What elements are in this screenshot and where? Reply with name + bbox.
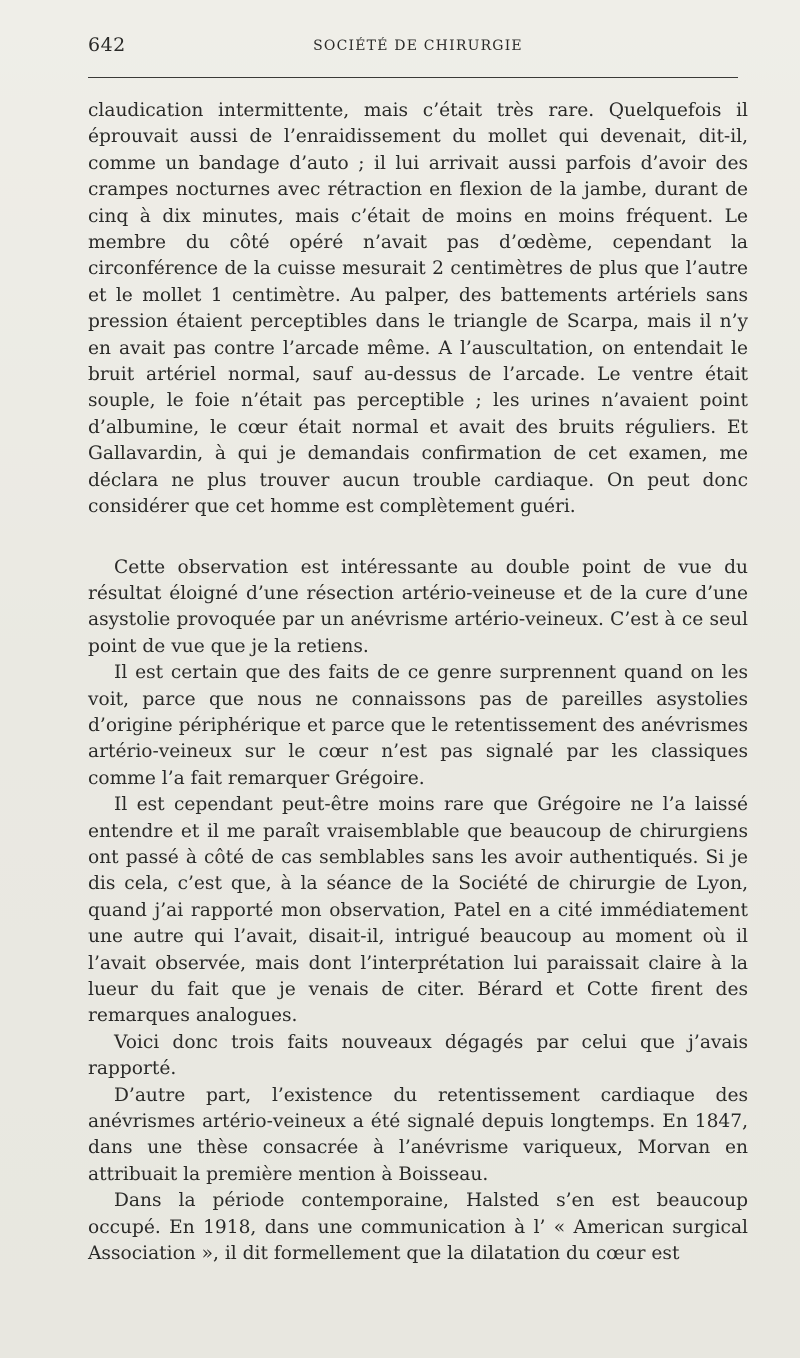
paragraph: Dans la période contemporaine, Halsted s’en est beaucoup occupé. En 1918, dans une communication à l’ « American surgical Association », il dit formellement que la dilatation du cœur est — [88, 1190, 748, 1265]
paragraph: Voici donc trois faits nouveaux dégagés par celui que j’avais rapporté. — [88, 1031, 748, 1080]
running-header — [88, 34, 748, 62]
paragraph: Il est cependant peut-être moins rare que Grégoire ne l’a laissé entendre et il me paraît vraisemblable que beaucoup de chirurgiens ont passé à côté de cas semblables sans les avoir authentiqués. Si je dis cela, c’est que, à la séance de la Société de chirurgie de Lyon, quand j’ai rapporté mon observation, Patel en a cité immédiatement une autre qui l’avait, disait-il, intrigué beaucoup au moment où il l’avait observée, mais dont l’interprétation lui paraissait claire à la lueur du fait que je venais de citer. Bérard et Cotte firent des remarques analogues. — [88, 794, 748, 1027]
paragraph: Cette observation est intéressante au double point de vue du résultat éloigné d’une résection artério-veineuse et de la cure d’une asystolie provoquée par un anévrisme artério-veineux. C’est à ce seul point de vue que je la retiens. — [88, 556, 748, 657]
header-rule — [88, 77, 738, 78]
paragraph-spacer — [88, 521, 748, 555]
paragraph: Il est certain que des faits de ce genre surprennent quand on les voit, parce que nous ne connaissons pas de pareilles asystolies d’origine périphérique et parce que le retentissement des anévrismes artério-veineux sur le cœur n’est pas signalé par les classiques comme l’a fait remarquer Grégoire. — [88, 662, 748, 789]
journal-title: SOCIÉTÉ DE CHIRURGIE — [313, 38, 523, 54]
paragraph-continuation: claudication intermittente, mais c’était très rare. Quelquefois il éprouvait aussi de l’enraidissement du mollet qui devenait, dit-il, comme un bandage d’auto ; il lui arrivait aussi parfois d’avoir des crampes nocturnes avec rétraction en flexion de la jambe, durant de cinq à dix minutes, mais c’était de moins en moins fréquent. Le membre du côté opéré n’avait pas d’œdème, cependant la circonférence de la cuisse mesurait 2 centimètres de plus que l’autre et le mollet 1 centimètre. Au palper, des battements artériels sans pression étaient perceptibles dans le triangle de Scarpa, mais il n’y en avait pas contre l’arcade même. A l’auscultation, on entendait le bruit artériel normal, sauf au-dessus de l’arcade. Le ventre était souple, le foie n’était pas perceptible ; les urines n’avaient point d’albumine, le cœur était normal et avait des bruits réguliers. Et Gallavardin, à qui je demandais confirmation de cet examen, me déclara ne plus trouver aucun trouble cardiaque. On peut donc considérer que cet homme est complètement guéri. — [88, 100, 748, 518]
page-number: 642 — [88, 34, 126, 56]
body-text — [88, 98, 748, 1267]
paragraph: D’autre part, l’existence du retentissement cardiaque des anévrismes artério-veineux a été signalé depuis longtemps. En 1847, dans une thèse consacrée à l’anévrisme variqueux, Morvan en attribuait la première mention à Boisseau. — [88, 1084, 748, 1185]
